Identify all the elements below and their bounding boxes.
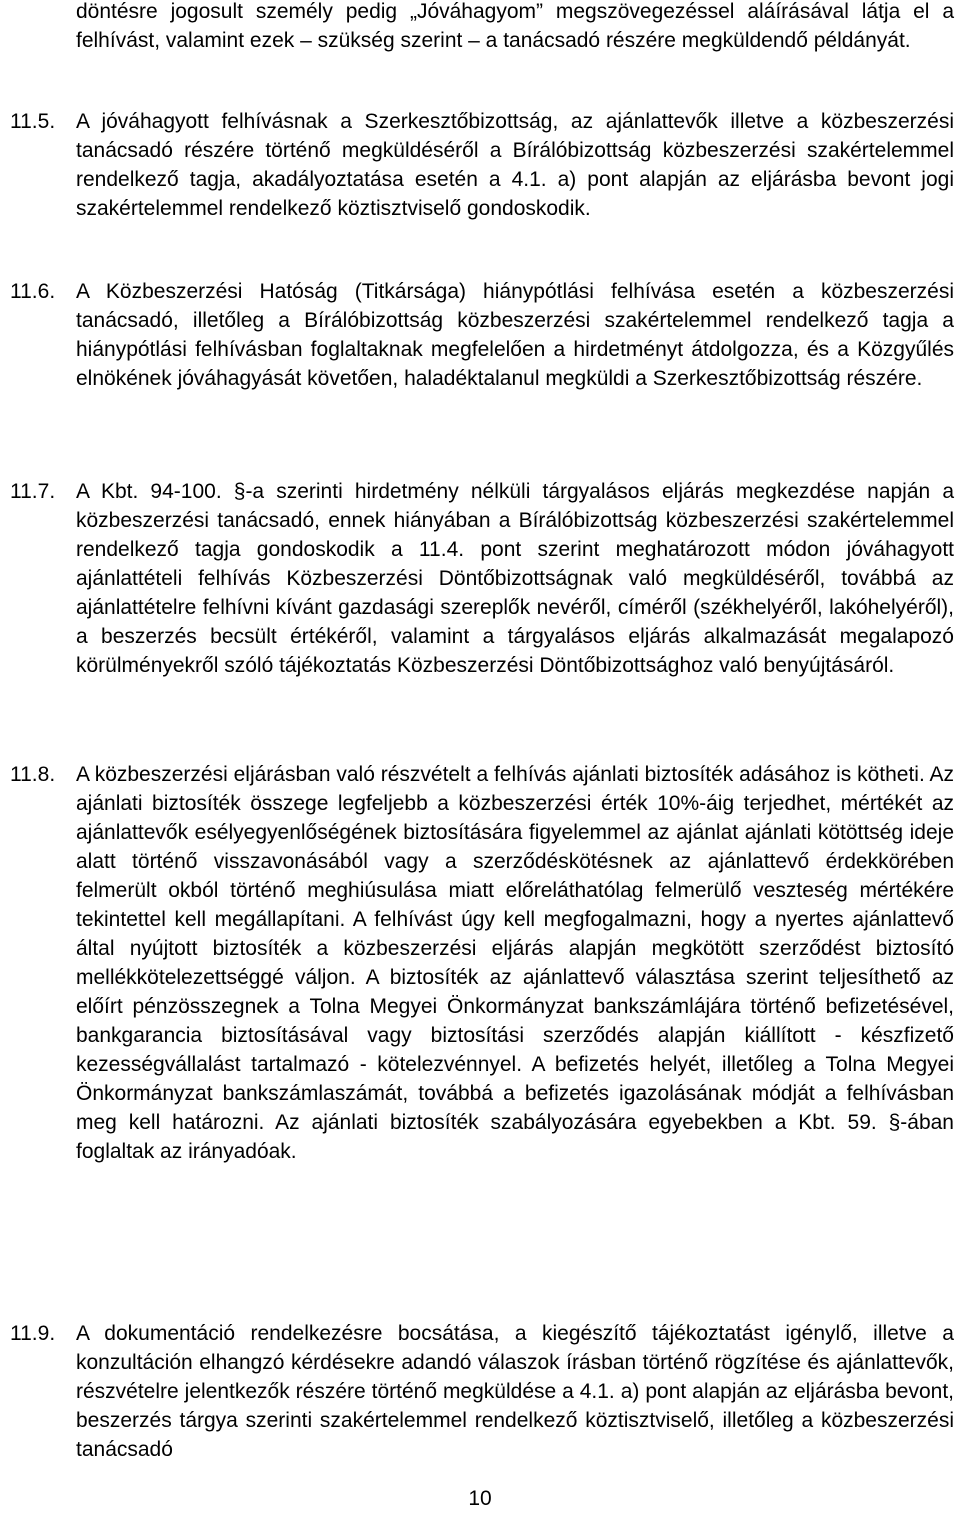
section-text-11-9: A dokumentáció rendelkezésre bocsátása, a kiegészítő tájékoztatást igénylő, illetve a konzultáción elhangzó kérdésekre adandó válaszok írásban történő rögzítése és ajánlattevők, részvételre jelentkezők részére történő megküldése a 4.1. a) pont alapján az eljárásba bevont, beszerzés tárgya szerinti szakértelemmel rendelkező köztisztviselő, illetőleg a közbeszerzési tanácsadó — [76, 1322, 954, 1461]
section-number-11-6: 11.6. — [10, 280, 56, 303]
section-number-11-7: 11.7. — [10, 480, 56, 503]
section-number-11-5: 11.5. — [10, 110, 56, 133]
section-text-11-7: A Kbt. 94-100. §-a szerinti hirdetmény nélküli tárgyalásos eljárás megkezdése napján a közbeszerzési tanácsadó, ennek hiányában a Bírálóbizottság közbeszerzési szakértelemmel rendelkező tagja gondoskodik a 11.4. pont szerint meghatározott módon jóváhagyott ajánlattételi felhívás Közbeszerzési Döntőbizottságnak való megküldéséről, továbbá az ajánlattételre felhívni kívánt gazdasági szereplők nevéről, címéről (székhelyéről, lakóhelyéről), a beszerzés becsült értékéről, valamint a tárgyalásos eljárás alkalmazását megalapozó körülményekről szóló tájékoztatás Közbeszerzési Döntőbizottsághoz való benyújtásáról. — [76, 480, 954, 677]
section-text-11-5: A jóváhagyott felhívásnak a Szerkesztőbizottság, az ajánlattevők illetve a közbeszerzési tanácsadó részére történő megküldéséről a Bírálóbizottság közbeszerzési szakértelemmel rendelkező tagja, akadályoztatása esetén a 4.1. a) pont alapján az eljárásba bevont jogi szakértelemmel rendelkező köztisztviselő gondoskodik. — [76, 110, 954, 220]
intro-paragraph: döntésre jogosult személy pedig „Jóváhagyom” megszövegezéssel aláírásával látja el a felhívást, valamint ezek – szükség szerint – a tanácsadó részére megküldendő példányát. — [76, 0, 954, 52]
section-text-11-8: A közbeszerzési eljárásban való részvételt a felhívás ajánlati biztosíték adásához is kötheti. Az ajánlati biztosíték összege legfeljebb a közbeszerzési érték 10%-áig terjedhet, mértékét az ajánlattevők esélyegyenlőségének biztosítására figyelemmel az ajánlat ajánlati kötöttség ideje alatt történő visszavonásából vagy a szerződéskötésnek az ajánlattevő érdekkörében felmerült okból történő meghiúsulása miatt előreláthatólag felmerülő veszteség mértékére tekintettel kell megállapítani. A felhívást úgy kell megfogalmazni, hogy a nyertes ajánlattevő által nyújtott biztosíték a közbeszerzési eljárás alapján megkötött szerződést biztosító mellékkötelezettséggé váljon. A biztosíték az ajánlattevő választása szerint teljesíthető az előírt pénzösszegnek a Tolna Megyei Önkormányzat bankszámlájára történő befizetésével, bankgarancia biztosításával vagy biztosítási szerződés alapján kiállított - készfizető kezességvállalást tartalmazó - kötelezvénnyel. A befizetés helyét, illetőleg a Tolna Megyei Önkormányzat bankszámlaszámát, továbbá a befizetés igazolásának módját a felhívásban meg kell határozni. Az ajánlati biztosíték szabályozására egyebekben a Kbt. 59. §-ában foglaltak az irányadóak. — [76, 763, 954, 1163]
page-number: 10 — [468, 1487, 492, 1510]
section-number-11-8: 11.8. — [10, 763, 56, 786]
section-number-11-9: 11.9. — [10, 1322, 56, 1345]
section-text-11-6: A Közbeszerzési Hatóság (Titkársága) hiánypótlási felhívása esetén a közbeszerzési tanácsadó, illetőleg a Bírálóbizottság közbeszerzési szakértelemmel rendelkező tagja a hiánypótlási felhívásban foglaltaknak megfelelően a hirdetményt átdolgozza, és a Közgyűlés elnökének jóváhagyását követően, haladéktalanul megküldi a Szerkesztőbizottság részére. — [76, 280, 954, 390]
